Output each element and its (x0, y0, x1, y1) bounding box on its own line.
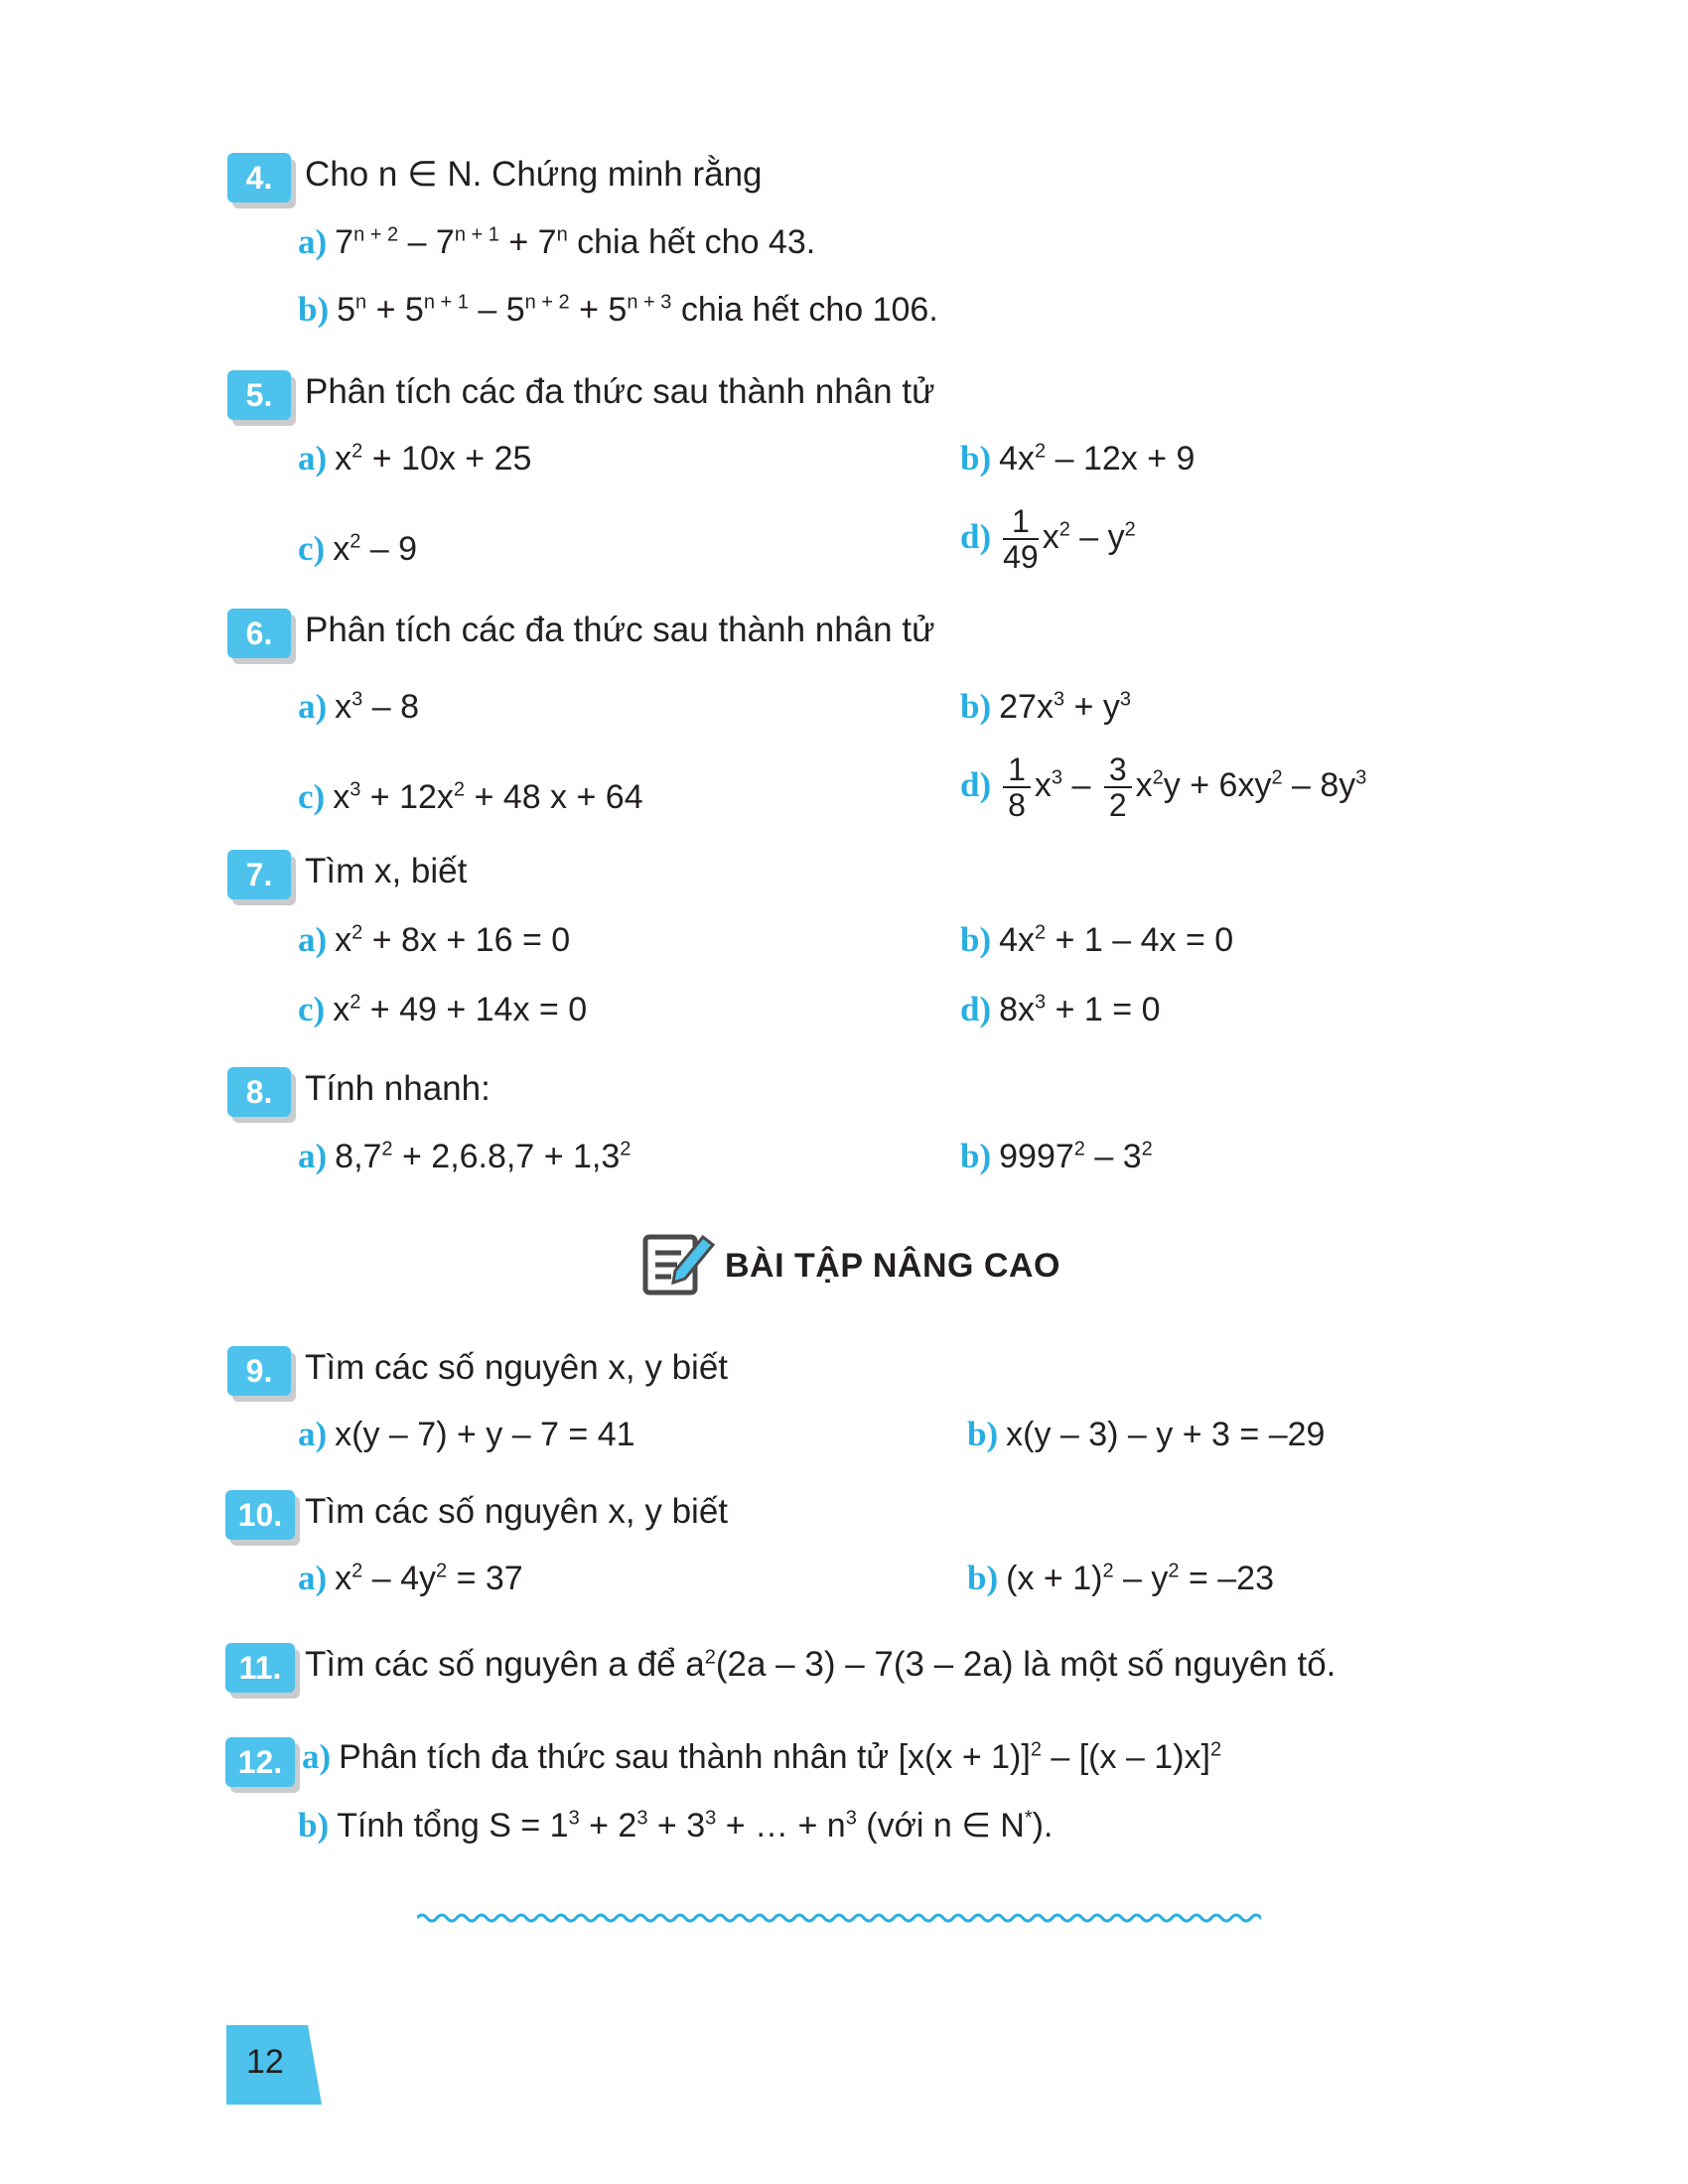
item-label: a) (298, 687, 328, 726)
exponent: 2 (436, 1560, 448, 1582)
problem-title: Tìm x, biết (305, 852, 468, 890)
problem-number: 11. (225, 1643, 295, 1693)
problem-title (305, 1643, 1336, 1687)
expr: x (333, 530, 351, 568)
exponent: 2 (381, 1138, 393, 1160)
item-label: b) (298, 1806, 330, 1844)
expr: – 3 (1084, 1138, 1142, 1175)
exponent: 2 (352, 921, 363, 944)
expr: x (1135, 765, 1153, 804)
subitem (298, 918, 570, 962)
expr: – 8 (362, 688, 419, 726)
subitem (298, 1557, 523, 1600)
exponent: 3 (352, 688, 363, 711)
exponent: 3 (350, 778, 361, 801)
expr: – 8y (1282, 765, 1356, 804)
expr: – y (1069, 517, 1125, 556)
expr: + 1 – 4x = 0 (1046, 921, 1234, 959)
exponent: n + 1 (423, 291, 469, 314)
exponent: 2 (704, 1646, 716, 1669)
exponent: 3 (1119, 688, 1131, 711)
expr: – (1062, 765, 1100, 804)
exponent: * (1024, 1807, 1033, 1830)
exponent: n + 2 (524, 291, 570, 314)
expr: 8,7 (335, 1138, 382, 1175)
expr: – [(x – 1)x] (1041, 1738, 1210, 1776)
wavy-divider (417, 1906, 1261, 1930)
item-label: a) (298, 222, 328, 261)
exponent: n + 3 (627, 291, 672, 314)
exponent: n + 2 (353, 223, 399, 246)
exponent: 2 (1102, 1560, 1114, 1582)
problem-title: Cho n ∈ N. Chứng minh rằng (305, 155, 763, 194)
section-title: BÀI TẬP NÂNG CAO (725, 1247, 1060, 1285)
page-number: 12 (246, 2043, 284, 2081)
expr: + 3 (647, 1807, 706, 1844)
expr: x (335, 688, 352, 726)
item-label: a) (298, 1137, 328, 1175)
expr: – 12x + 9 (1046, 440, 1196, 478)
expr: + … + n (716, 1807, 846, 1844)
subitem (960, 504, 1136, 574)
subitem (298, 1413, 635, 1456)
exponent: 2 (1058, 518, 1070, 541)
expr: + 8x + 16 = 0 (362, 921, 571, 959)
exponent: 3 (1355, 766, 1367, 789)
expr: + y (1064, 688, 1120, 726)
problem-number: 12. (225, 1737, 295, 1787)
item-label: a) (298, 1559, 328, 1597)
item-label: b) (967, 1415, 999, 1453)
expr: y + 6xy (1163, 765, 1272, 804)
exponent: 2 (1124, 518, 1136, 541)
subitem (960, 1135, 1153, 1178)
expr: 4x (999, 921, 1036, 959)
exponent: n + 1 (454, 223, 499, 246)
exponent: 2 (1168, 1560, 1180, 1582)
exponent: 2 (352, 440, 363, 463)
exponent: 3 (845, 1807, 857, 1830)
expr: + 5 (569, 291, 628, 329)
problem-number: 6. (227, 609, 291, 658)
exponent: 2 (1035, 921, 1047, 944)
expr: x(y – 3) – y + 3 = –29 (1006, 1416, 1326, 1453)
exponent: 3 (1053, 688, 1065, 711)
item-label: b) (960, 920, 992, 959)
expr: = –23 (1179, 1560, 1274, 1597)
exponent: 3 (568, 1807, 580, 1830)
subitem (298, 1135, 631, 1178)
expr: + 2,6.8,7 + 1,3 (392, 1138, 621, 1175)
expr: x (335, 921, 352, 959)
subitem (967, 1557, 1274, 1600)
subitem (960, 988, 1161, 1031)
item-label: a) (298, 920, 328, 959)
problem-number: 8. (227, 1067, 291, 1117)
exponent: 2 (1210, 1738, 1222, 1761)
exponent: 2 (620, 1138, 632, 1160)
item-label: b) (960, 1137, 992, 1175)
exponent: 2 (1152, 766, 1164, 789)
expr: – 9 (360, 530, 418, 568)
exponent: n (556, 223, 568, 246)
exponent: 2 (1271, 766, 1283, 789)
expr: + 5 (366, 291, 424, 329)
expr: – 4y (362, 1560, 436, 1597)
expr: – 5 (468, 291, 525, 329)
expr: + 10x + 25 (362, 440, 532, 478)
expr: 9997 (999, 1138, 1074, 1175)
expr: – 7 (398, 223, 455, 261)
expr: Phân tích đa thức sau thành nhân tử [x(x + 1)] (339, 1738, 1031, 1776)
exponent: 3 (1035, 991, 1047, 1014)
denominator: 49 (1003, 539, 1039, 575)
problem-number: 7. (227, 850, 291, 899)
problem-title: Tìm các số nguyên x, y biết (305, 1348, 729, 1387)
notepad-pencil-icon (641, 1231, 719, 1298)
problem-title: Phân tích các đa thức sau thành nhân tử (305, 372, 935, 411)
expr: x(y – 7) + y – 7 = 41 (335, 1416, 635, 1453)
expr: x (1034, 765, 1052, 804)
exponent: 2 (350, 530, 361, 553)
expr: 7 (335, 223, 354, 261)
numerator: 1 (1003, 504, 1039, 540)
exponent: 3 (705, 1807, 717, 1830)
expr: 5 (337, 291, 356, 329)
subitem (960, 685, 1131, 729)
expr: = 37 (447, 1560, 523, 1597)
denominator: 8 (1008, 787, 1026, 823)
item-label: a) (298, 439, 328, 478)
fraction (1003, 504, 1039, 574)
numerator: 3 (1104, 752, 1132, 788)
subitem (298, 527, 417, 571)
problem-title: Tính nhanh: (305, 1069, 491, 1108)
problem-number: 5. (227, 370, 291, 420)
fraction (1104, 752, 1132, 822)
item-label: d) (960, 516, 992, 556)
exponent: 2 (1035, 440, 1047, 463)
problem-title: Phân tích các đa thức sau thành nhân tử (305, 611, 935, 649)
expr: Tìm các số nguyên a để a (305, 1645, 705, 1684)
exponent: 2 (350, 991, 361, 1014)
expr: x (335, 440, 352, 478)
item-label: c) (298, 529, 326, 568)
expr: + 7 (498, 223, 557, 261)
expr: 4x (999, 440, 1036, 478)
numerator: 1 (1003, 752, 1031, 788)
item-label: d) (960, 990, 992, 1028)
item-label: a) (302, 1737, 332, 1776)
problem-number: 10. (225, 1490, 295, 1540)
expr: + 49 + 14x = 0 (360, 991, 588, 1028)
subitem (960, 918, 1233, 962)
expr: chia hết cho 106. (671, 291, 938, 329)
expr: + 48 x + 64 (465, 778, 643, 816)
subitem (298, 437, 531, 480)
subitem (298, 220, 815, 264)
item-label: c) (298, 990, 326, 1028)
item-label: b) (967, 1559, 999, 1597)
subitem (960, 752, 1366, 822)
exponent: 3 (636, 1807, 648, 1830)
subitem (960, 437, 1195, 480)
denominator: 2 (1108, 787, 1127, 823)
exponent: 3 (1051, 766, 1063, 789)
expr: x (1042, 517, 1059, 556)
expr: x (333, 991, 351, 1028)
subitem (298, 288, 938, 332)
subitem (298, 1804, 1053, 1847)
subitem (298, 988, 587, 1031)
expr: (với n ∈ N (856, 1807, 1025, 1844)
fraction (1003, 752, 1031, 822)
item-label: b) (960, 687, 992, 726)
expr: x (335, 1560, 352, 1597)
exponent: 2 (1141, 1138, 1153, 1160)
expr: (2a – 3) – 7(3 – 2a) là một số nguyên tố. (715, 1645, 1336, 1684)
item-label: c) (298, 777, 326, 816)
problem-number: 4. (227, 153, 291, 203)
expr: ). (1032, 1807, 1054, 1844)
item-label: d) (960, 764, 992, 804)
exponent: n (355, 291, 367, 314)
subitem (967, 1413, 1325, 1456)
expr: chia hết cho 43. (567, 223, 816, 261)
expr: 27x (999, 688, 1054, 726)
problem-number: 9. (227, 1346, 291, 1396)
exponent: 2 (1030, 1738, 1042, 1761)
expr: 8x (999, 991, 1036, 1028)
subitem (298, 685, 419, 729)
item-label: b) (960, 439, 992, 478)
item-label: a) (298, 1415, 328, 1453)
exponent: 2 (453, 778, 466, 801)
subitem (302, 1735, 1221, 1779)
expr: (x + 1) (1006, 1560, 1103, 1597)
expr: + 12x (360, 778, 454, 816)
expr: x (333, 778, 351, 816)
expr: + 1 = 0 (1046, 991, 1161, 1028)
exponent: 2 (352, 1560, 363, 1582)
problem-title: Tìm các số nguyên x, y biết (305, 1492, 729, 1531)
expr: Tính tổng S = 1 (337, 1807, 569, 1844)
expr: + 2 (579, 1807, 637, 1844)
exponent: 2 (1073, 1138, 1085, 1160)
expr: – y (1113, 1560, 1169, 1597)
subitem (298, 775, 643, 819)
item-label: b) (298, 290, 330, 329)
